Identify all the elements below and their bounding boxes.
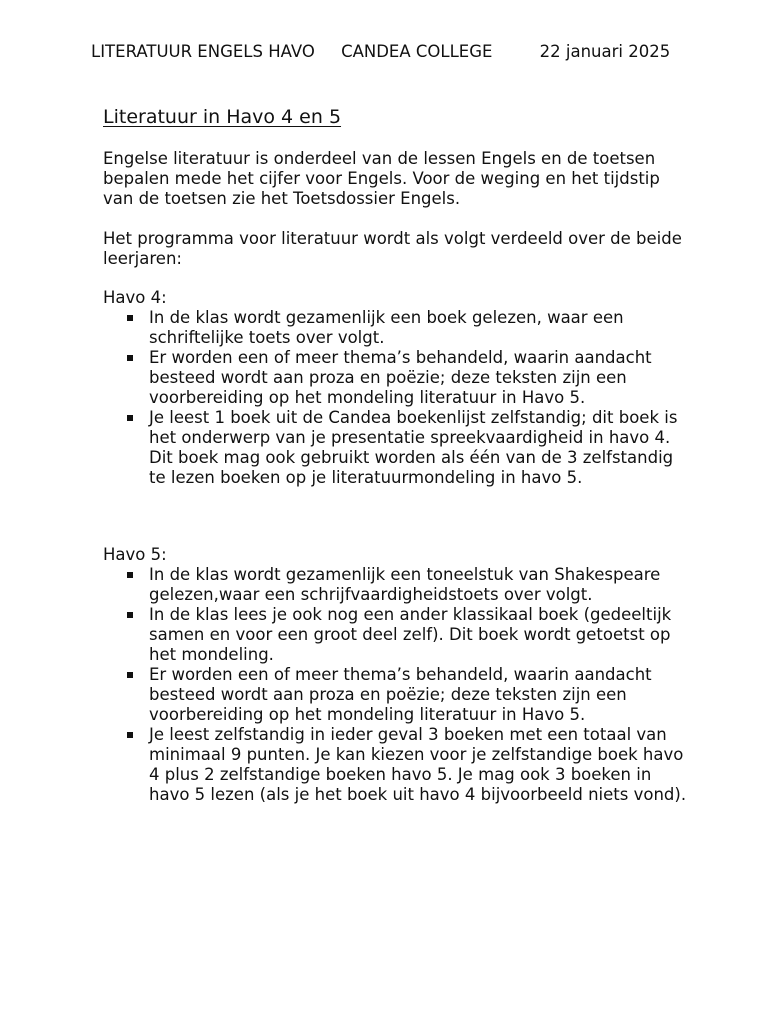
document-title: Literatuur in Havo 4 en 5: [103, 106, 342, 128]
list-item: [103, 348, 693, 408]
list-item: [103, 308, 693, 348]
header-school: CANDEA COLLEGE: [341, 42, 493, 61]
document-header: [91, 42, 691, 62]
list-item-text: In de klas lees je ook nog een ander klassikaal boek (gedeeltijk samen en voor een groot deel zelf). Dit boek wordt getoetst op het mondeling.: [149, 605, 672, 664]
bullet-icon: [127, 612, 133, 618]
bullet-icon: [127, 415, 133, 421]
list-item: [103, 665, 693, 725]
intro-paragraph: Engelse literatuur is onderdeel van de lessen Engels en de toetsen bepalen mede het cijfer voor Engels. Voor de weging en het tijdstip van de toetsen zie het Toetsdossier Engels.: [103, 149, 660, 208]
list-item: [103, 408, 693, 488]
list-item-text: Er worden een of meer thema’s behandeld, waarin aandacht besteed wordt aan proza en poëzie; deze teksten zijn een voorbereiding op het mondeling literatuur in Havo 5.: [149, 348, 652, 407]
bullet-icon: [127, 315, 133, 321]
bullet-icon: [127, 732, 133, 738]
header-date: 22 januari 2025: [539, 42, 671, 61]
havo5-heading: Havo 5:: [103, 545, 167, 564]
list-item-text: Er worden een of meer thema’s behandeld, waarin aandacht besteed wordt aan proza en poëzie; deze teksten zijn een voorbereiding op het mondeling literatuur in Havo 5.: [149, 665, 652, 724]
havo5-list: [103, 565, 693, 805]
bullet-icon: [127, 572, 133, 578]
bullet-icon: [127, 355, 133, 361]
list-item: [103, 725, 693, 805]
list-item-text: Je leest zelfstandig in ieder geval 3 boeken met een totaal van minimaal 9 punten. Je kan kiezen voor je zelfstandige boek havo 4 plus 2 zelfstandige boeken havo 5. Je mag ook 3 boeken in havo 5 lezen (als je het boek uit havo 4 bijvoorbeeld niets vond).: [149, 725, 687, 804]
program-paragraph: Het programma voor literatuur wordt als volgt verdeeld over de beide leerjaren:: [103, 229, 682, 268]
bullet-icon: [127, 672, 133, 678]
list-item: [103, 605, 693, 665]
havo4-heading: Havo 4:: [103, 288, 167, 307]
header-subject: LITERATUUR ENGELS HAVO: [91, 42, 315, 61]
list-item-text: In de klas wordt gezamenlijk een toneelstuk van Shakespeare gelezen,waar een schrijfvaardigheidstoets over volgt.: [149, 565, 661, 604]
list-item-text: In de klas wordt gezamenlijk een boek gelezen, waar een schriftelijke toets over volgt.: [149, 308, 624, 347]
havo4-list: [103, 308, 693, 488]
list-item: [103, 565, 693, 605]
list-item-text: Je leest 1 boek uit de Candea boekenlijst zelfstandig; dit boek is het onderwerp van je presentatie spreekvaardigheid in havo 4. Dit boek mag ook gebruikt worden als één van de 3 zelfstandig te lezen boeken op je literatuurmondeling in havo 5.: [149, 408, 678, 487]
